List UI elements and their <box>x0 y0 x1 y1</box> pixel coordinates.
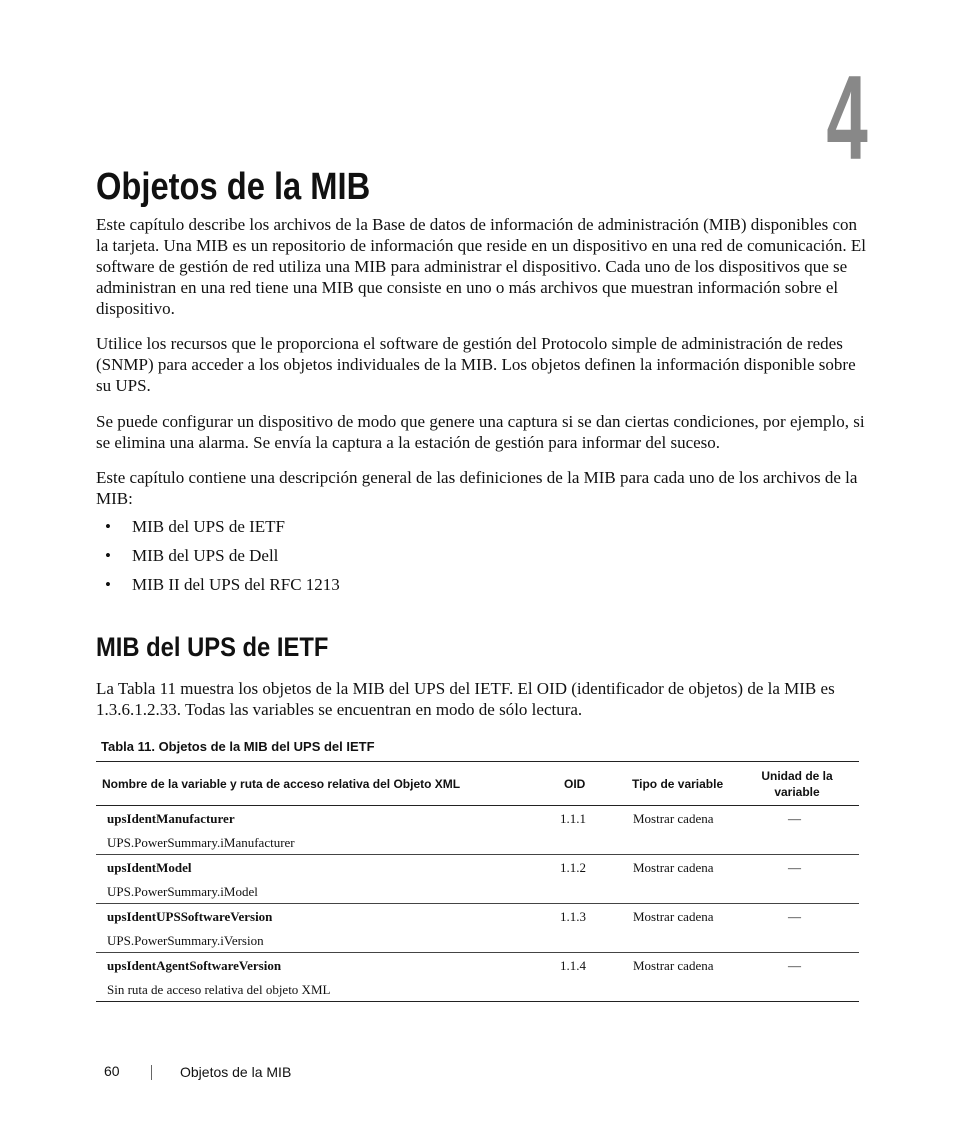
header-unit: Unidad de la variable <box>761 769 833 799</box>
table-row <box>96 806 859 855</box>
variable-type: Mostrar cadena <box>633 811 714 826</box>
chapter-number: 4 <box>826 51 868 185</box>
oid-value: 1.1.4 <box>560 958 586 973</box>
section-heading: MIB del UPS de IETF <box>96 632 329 662</box>
header-name: Nombre de la variable y ruta de acceso relativa del Objeto XML <box>102 777 461 791</box>
intro-paragraph-1: Este capítulo describe los archivos de la Base de datos de información de administración (MIB) disponibles con la tarjeta. Una MIB es un repositorio de información que reside en un dispositivo en una red de comunicación. El software de gestión de red utiliza una MIB para administrar el dispositivo. Cada uno de los dispositivos que se administran en una red tiene una MIB que consiste en uno o más archivos que muestran información sobre el dispositivo. <box>96 215 866 318</box>
header-oid: OID <box>564 777 586 791</box>
oid-value: 1.1.3 <box>560 909 586 924</box>
page-number: 60 <box>104 1063 120 1079</box>
variable-unit: — <box>788 909 801 924</box>
section-paragraph: La Tabla 11 muestra los objetos de la MIB del UPS del IETF. El OID (identificador de objetos) de la MIB es 1.3.6.1.2.33. Todas las variables se encuentran en modo de sólo lectura. <box>96 679 835 719</box>
variable-type: Mostrar cadena <box>633 909 714 924</box>
list-item: • MIB del UPS de IETF <box>105 517 285 536</box>
oid-value: 1.1.1 <box>560 811 586 826</box>
list-item: • MIB II del UPS del RFC 1213 <box>105 575 340 594</box>
xml-path: UPS.PowerSummary.iVersion <box>107 933 264 948</box>
mib-file-list <box>96 516 340 603</box>
xml-path: UPS.PowerSummary.iModel <box>107 884 258 899</box>
intro-paragraph-2: Utilice los recursos que le proporciona el software de gestión del Protocolo simple de administración de redes (SNMP) para acceder a los objetos individuales de la MIB. Los objetos definen la información disponible sobre su UPS. <box>96 334 856 395</box>
intro-paragraph-3: Se puede configurar un dispositivo de modo que genere una captura si se dan ciertas condiciones, por ejemplo, si se elimina una alarma. Se envía la captura a la estación de gestión para informar del suceso. <box>96 412 865 452</box>
mib-objects-table <box>96 761 859 1002</box>
oid-value: 1.1.2 <box>560 860 586 875</box>
variable-type: Mostrar cadena <box>633 860 714 875</box>
variable-name: upsIdentUPSSoftwareVersion <box>107 909 273 924</box>
variable-type: Mostrar cadena <box>633 958 714 973</box>
list-item: • MIB del UPS de Dell <box>105 546 279 565</box>
variable-name: upsIdentModel <box>107 860 192 875</box>
footer-title: Objetos de la MIB <box>180 1064 292 1080</box>
table-row <box>96 953 859 1002</box>
xml-path: UPS.PowerSummary.iManufacturer <box>107 835 295 850</box>
variable-unit: — <box>788 811 801 826</box>
chapter-title: Objetos de la MIB <box>96 166 371 208</box>
table-header <box>96 762 859 806</box>
xml-path: Sin ruta de acceso relativa del objeto XML <box>107 982 331 997</box>
table-row <box>96 904 859 953</box>
header-type: Tipo de variable <box>632 777 724 791</box>
variable-name: upsIdentManufacturer <box>107 811 235 826</box>
variable-name: upsIdentAgentSoftwareVersion <box>107 958 282 973</box>
footer-divider <box>151 1065 152 1080</box>
variable-unit: — <box>788 860 801 875</box>
intro-paragraph-4: Este capítulo contiene una descripción general de las definiciones de la MIB para cada uno de los archivos de la MIB: <box>96 468 858 508</box>
variable-unit: — <box>788 958 801 973</box>
table-row <box>96 855 859 904</box>
table-caption: Tabla 11. Objetos de la MIB del UPS del IETF <box>101 739 375 754</box>
